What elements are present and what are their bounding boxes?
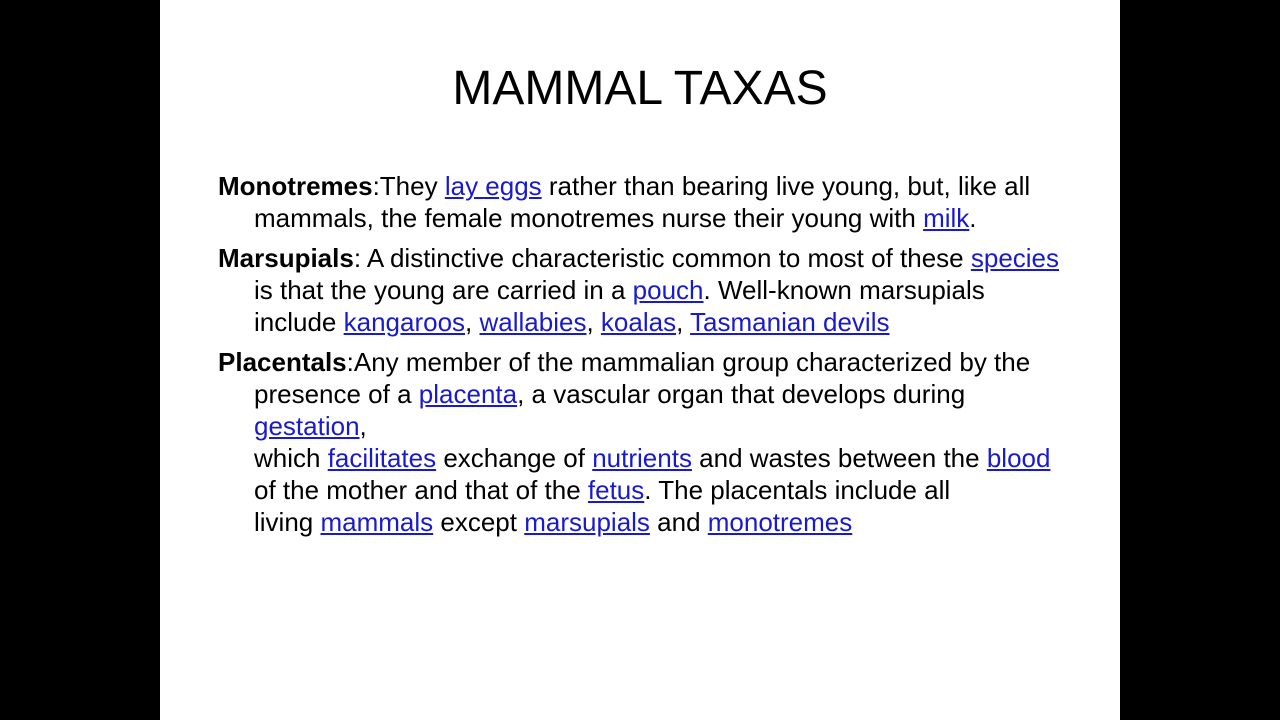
body-text: , a vascular organ that develops during bbox=[517, 379, 966, 409]
link-tasmanian-devils[interactable]: Tasmanian devils bbox=[690, 307, 890, 337]
slide bbox=[160, 0, 1120, 720]
link-facilitates[interactable]: facilitates bbox=[327, 443, 437, 473]
body-text: . Well-known marsupials include bbox=[254, 275, 985, 337]
body-text: , bbox=[359, 411, 367, 441]
link-gestation[interactable]: gestation bbox=[254, 411, 360, 441]
body-text: , bbox=[465, 307, 480, 337]
term-monotremes: Monotremes bbox=[218, 171, 373, 201]
body-text: , bbox=[676, 307, 691, 337]
body-text: except bbox=[433, 507, 525, 537]
paragraph-placentals bbox=[218, 346, 1068, 538]
link-nutrients[interactable]: nutrients bbox=[592, 443, 692, 473]
body-text: :Any member of the mammalian group characterized by the presence of a bbox=[254, 347, 1031, 409]
slide-title: MAMMAL TAXAS bbox=[452, 62, 828, 115]
term-marsupials: Marsupials bbox=[218, 243, 354, 273]
link-koalas[interactable]: koalas bbox=[600, 307, 677, 337]
link-lay-eggs[interactable]: lay eggs bbox=[444, 171, 542, 201]
body-text: . The placentals include all bbox=[644, 475, 951, 505]
term-placentals: Placentals bbox=[218, 347, 347, 377]
link-marsupials[interactable]: marsupials bbox=[524, 507, 650, 537]
paragraph-marsupials bbox=[218, 242, 1068, 338]
body-text: rather than bearing live young, but, like all mammals, the female monotremes nurse their young with bbox=[254, 171, 1031, 233]
body-text: which bbox=[254, 443, 328, 473]
body-text: :They bbox=[372, 171, 445, 201]
link-fetus[interactable]: fetus bbox=[587, 475, 645, 505]
link-kangaroos[interactable]: kangaroos bbox=[343, 307, 466, 337]
body-text: and wastes between the bbox=[691, 443, 987, 473]
link-placenta[interactable]: placenta bbox=[418, 379, 518, 409]
slide-body bbox=[218, 170, 1068, 546]
body-text: of the mother and that of the bbox=[254, 475, 588, 505]
link-milk[interactable]: milk bbox=[923, 203, 970, 233]
body-text: is that the young are carried in a bbox=[254, 275, 633, 305]
link-species[interactable]: species bbox=[970, 243, 1060, 273]
body-text: : A distinctive characteristic common to most of these bbox=[353, 243, 971, 273]
body-text: and bbox=[649, 507, 708, 537]
body-text: exchange of bbox=[436, 443, 593, 473]
body-text: , bbox=[586, 307, 601, 337]
link-pouch[interactable]: pouch bbox=[632, 275, 704, 305]
body-text: living bbox=[254, 507, 321, 537]
paragraph-monotremes bbox=[218, 170, 1068, 234]
link-monotremes[interactable]: monotremes bbox=[707, 507, 853, 537]
body-text: . bbox=[969, 203, 977, 233]
link-wallabies[interactable]: wallabies bbox=[479, 307, 587, 337]
link-blood[interactable]: blood bbox=[986, 443, 1051, 473]
link-mammals[interactable]: mammals bbox=[320, 507, 434, 537]
